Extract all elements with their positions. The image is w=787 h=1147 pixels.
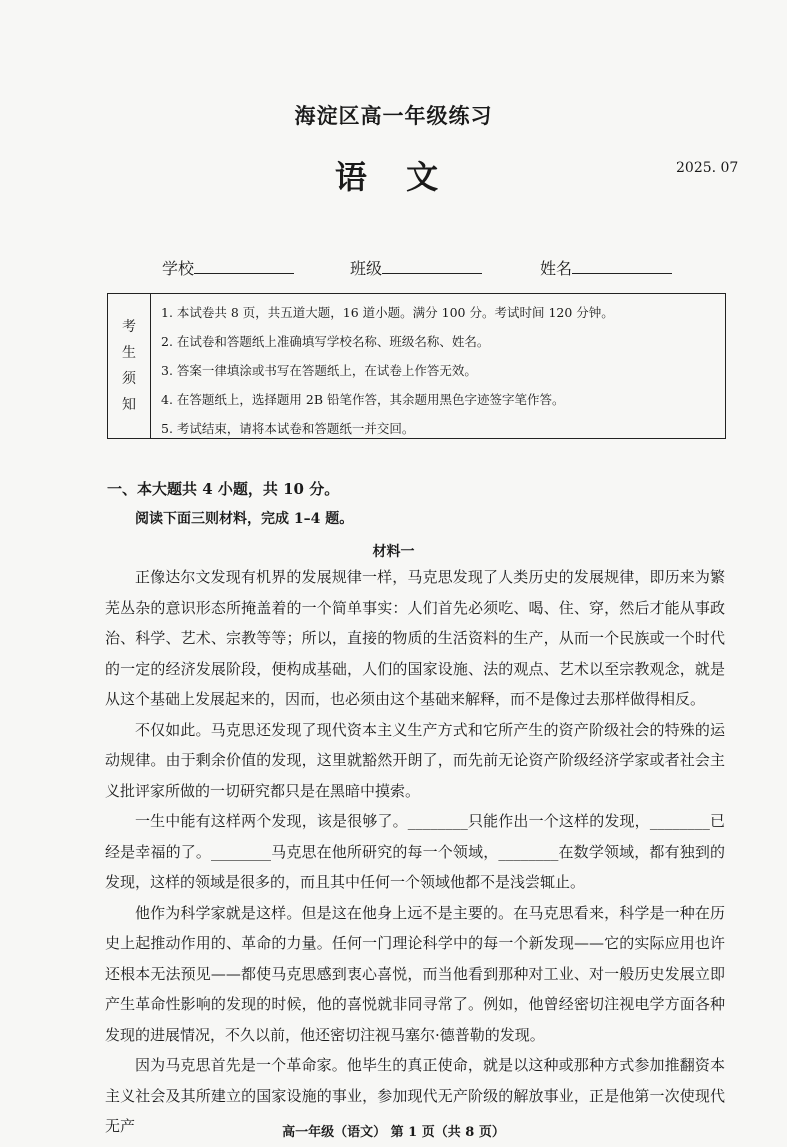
paragraph: 正像达尔文发现有机界的发展规律一样，马克思发现了人类历史的发展规律，即历来为繁芜丛杂的意识形态所掩盖着的一个简单事实：人们首先必须吃、喝、住、穿，然后才能从事政治、科学、艺术、宗教等等；所以，直接的物质的生活资料的生产，从而一个民族或一个时代的一定的经济发展阶段，便构成基础，人们的国家设施、法的观点、艺术以至宗教观念，就是从这个基础上发展起来的，因而，也必须由这个基础来解释，而不是像过去那样做得相反。 — [105, 568, 725, 708]
school-field[interactable] — [162, 256, 294, 279]
exam-notice-box — [107, 293, 726, 439]
material-body — [105, 562, 725, 1142]
class-blank[interactable] — [382, 259, 482, 274]
paragraph: 因为马克思首先是一个革命家。他毕生的真正使命，就是以这种或那种方式参加推翻资本主义社会及其所建立的国家设施的事业，参加现代无产阶级的解放事业，正是他第一次使现代无产 — [105, 1056, 725, 1135]
exam-date: 2025. 07 — [676, 160, 739, 176]
notice-item: 2. 在试卷和答题纸上准确填写学校名称、班级名称、姓名。 — [161, 334, 490, 349]
school-blank[interactable] — [194, 259, 294, 274]
class-field[interactable] — [350, 256, 482, 279]
subject-title: 语 文 — [334, 158, 453, 196]
notice-heading-char: 生 — [122, 345, 136, 361]
notice-list — [151, 294, 725, 438]
material-title: 材料一 — [372, 544, 415, 560]
school-label: 学校 — [162, 259, 195, 278]
name-field[interactable] — [540, 256, 672, 279]
paragraph: 一生中能有这样两个发现，该是很够了。________只能作出一个这样的发现，________已经是幸福的了。________马克思在他所研究的每一个领域，________在数学领域，都有独到的发现，这样的领域是很多的，而且其中任何一个领域他都不是浅尝辄止。 — [105, 812, 725, 891]
notice-heading-char: 考 — [122, 319, 136, 335]
notice-item: 3. 答案一律填涂或书写在答题纸上，在试卷上作答无效。 — [161, 363, 477, 378]
section-heading: 一、本大题共 4 小题，共 10 分。 — [107, 480, 340, 498]
notice-item: 5. 考试结束，请将本试卷和答题纸一并交回。 — [161, 421, 415, 436]
class-label: 班级 — [350, 259, 383, 278]
paragraph: 他作为科学家就是这样。但是这在他身上远不是主要的。在马克思看来，科学是一种在历史上起推动作用的、革命的力量。任何一门理论科学中的每一个新发现——它的实际应用也许还根本无法预见——都使马克思感到衷心喜悦，而当他看到那种对工业、对一般历史发展立即产生革命性影响的发现的时候，他的喜悦就非同寻常了。例如，他曾经密切注视电学方面各种发现的进展情况，不久以前，他还密切注视马塞尔·德普勒的发现。 — [105, 903, 725, 1044]
notice-heading-char: 知 — [122, 397, 136, 413]
page-footer: 高一年级（语文） 第 1 页（共 8 页） — [282, 1125, 505, 1140]
name-label: 姓名 — [540, 259, 573, 278]
paragraph: 不仅如此。马克思还发现了现代资本主义生产方式和它所产生的资产阶级社会的特殊的运动规律。由于剩余价值的发现，这里就豁然开朗了，而先前无论资产阶级经济学家或者社会主义批评家所做的一切研究都只是在黑暗中摸索。 — [105, 720, 725, 800]
name-blank[interactable] — [572, 259, 672, 274]
notice-heading — [108, 294, 151, 438]
section-instruction: 阅读下面三则材料，完成 1–4 题。 — [135, 511, 354, 527]
exam-title: 海淀区高一年级练习 — [294, 103, 493, 128]
notice-heading-char: 须 — [122, 371, 136, 387]
notice-item: 4. 在答题纸上，选择题用 2B 铅笔作答，其余题用黑色字迹签字笔作答。 — [161, 392, 565, 407]
notice-item: 1. 本试卷共 8 页，共五道大题，16 道小题。满分 100 分。考试时间 120 分钟。 — [161, 305, 614, 320]
